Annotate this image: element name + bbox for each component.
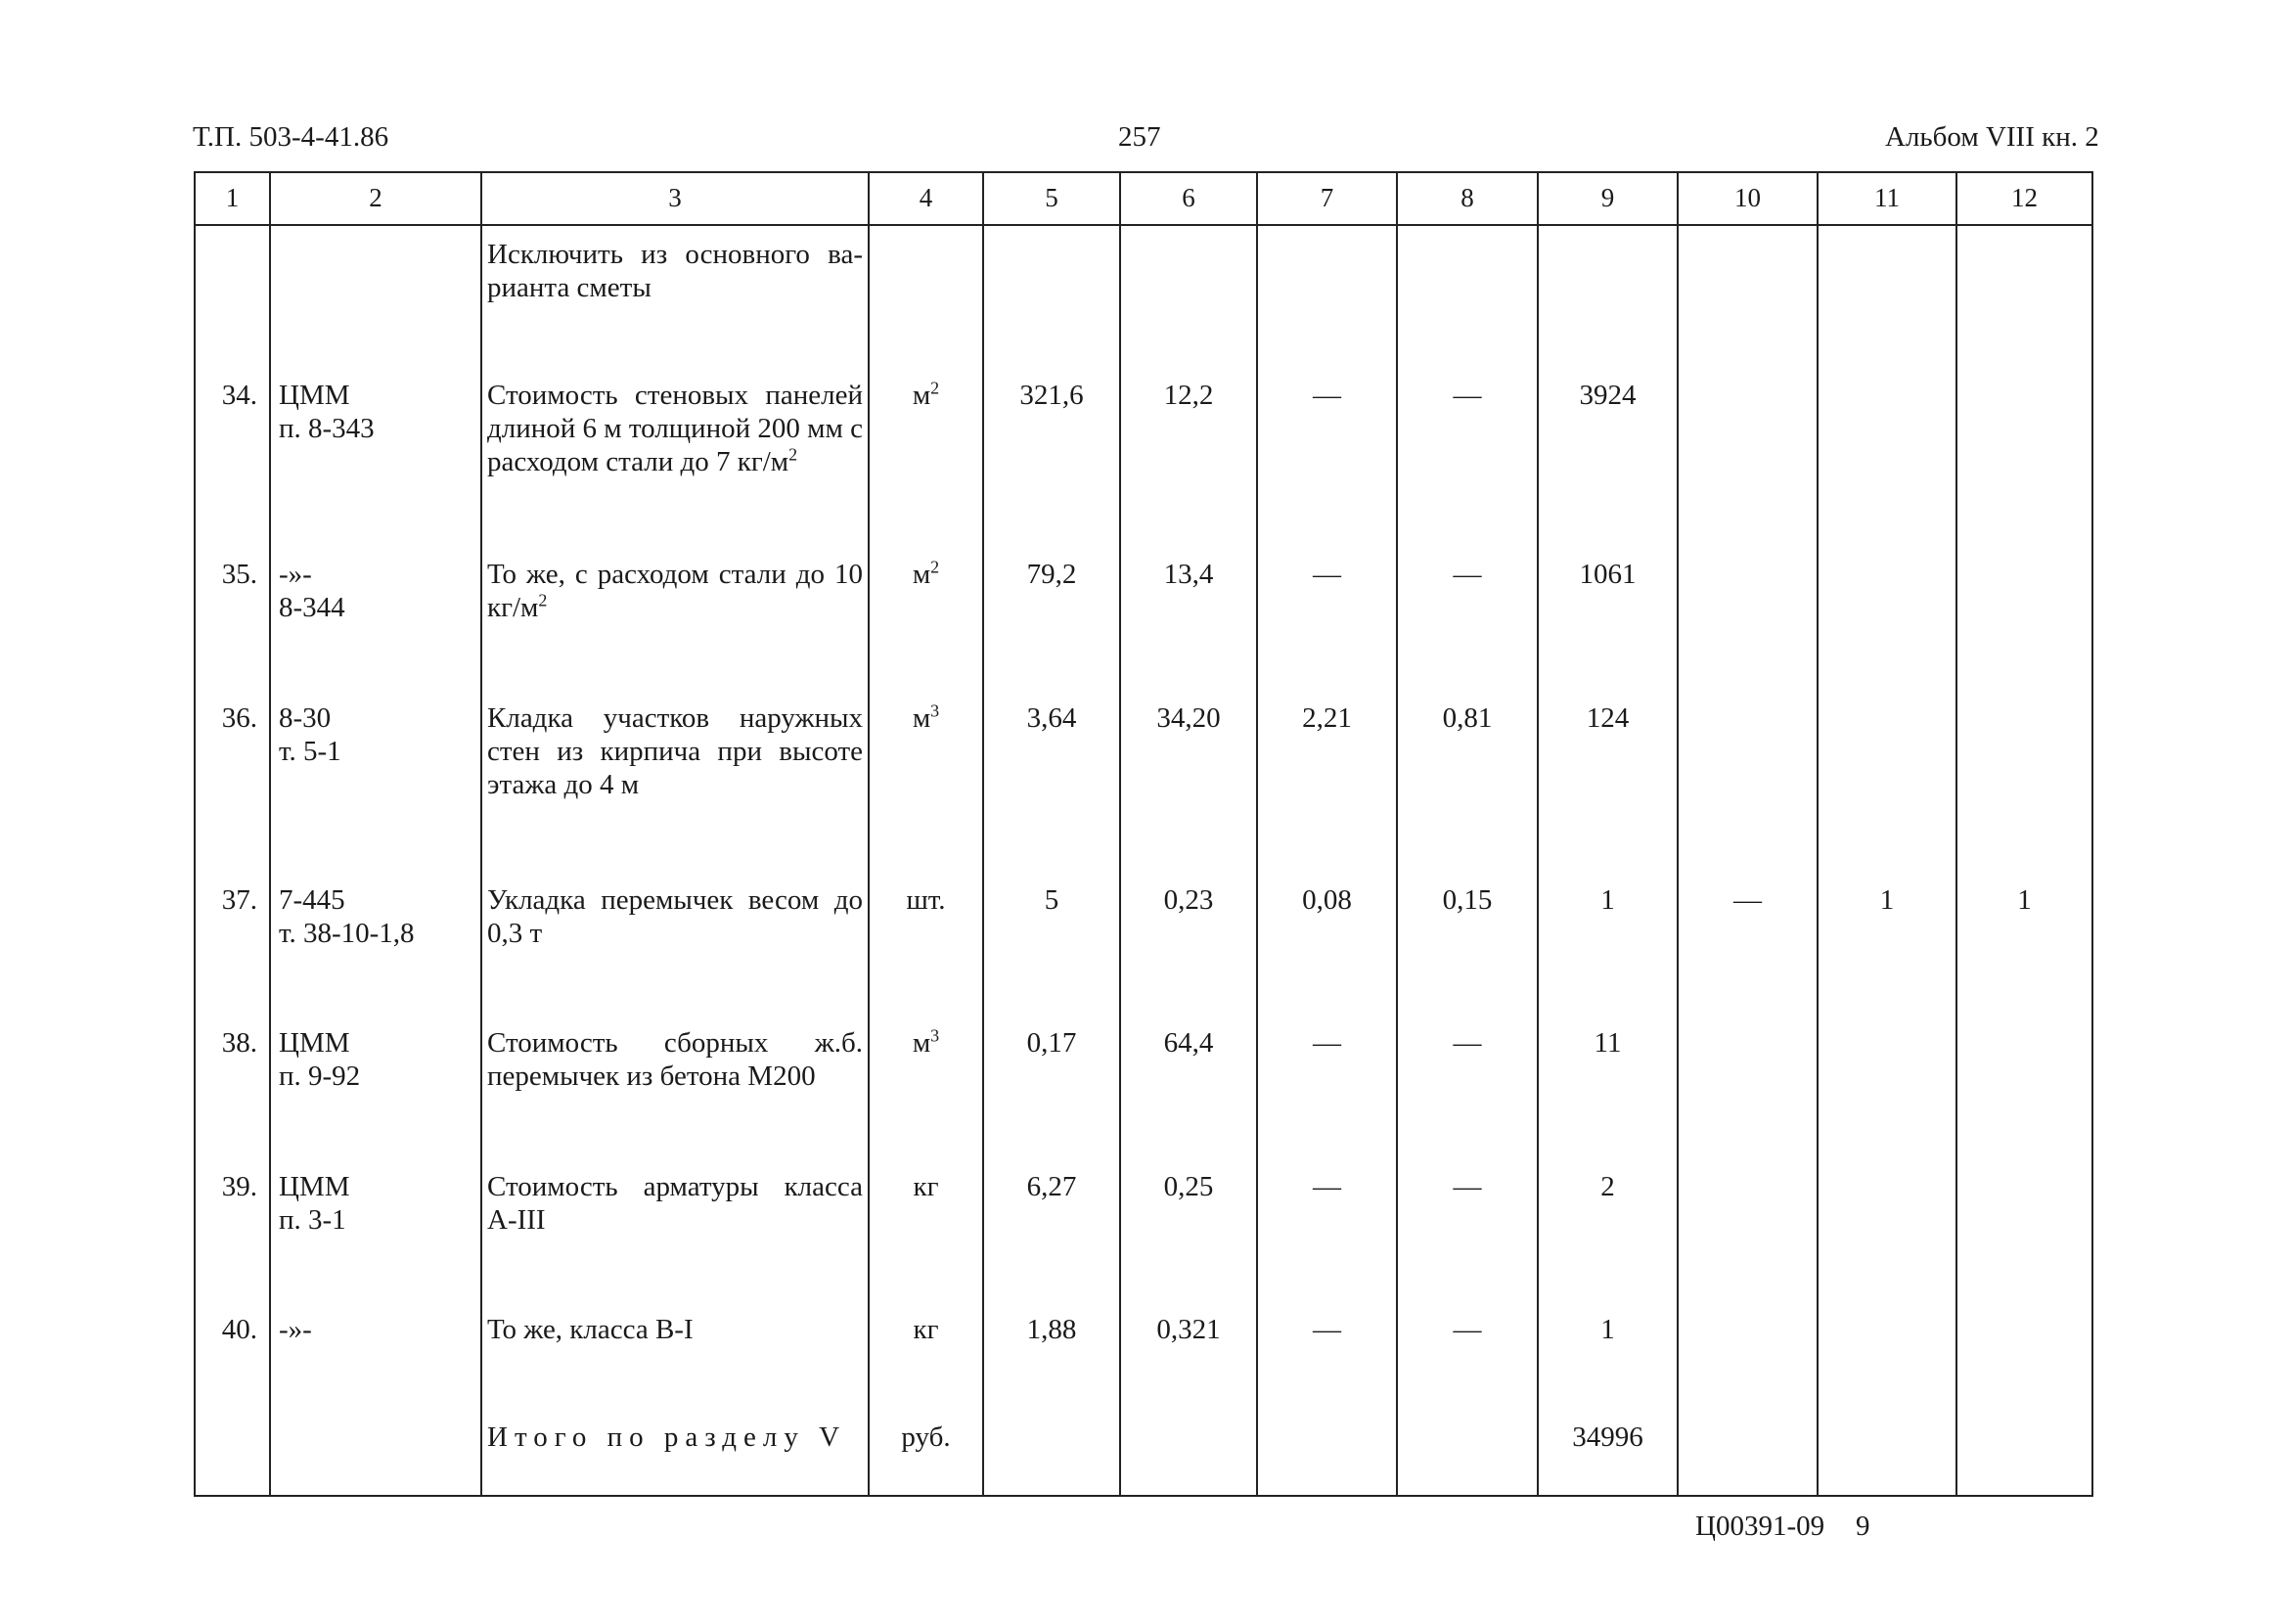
total-cost: 1: [1538, 878, 1678, 1021]
price-code: [270, 1020, 481, 1164]
col-7-value: —: [1257, 1020, 1397, 1164]
quantity: 5: [983, 878, 1120, 1021]
item-number: 40.: [195, 1307, 270, 1414]
quantity: 1,88: [983, 1307, 1120, 1414]
blank-filler-row: [195, 1488, 2092, 1496]
col-12-value: [1956, 373, 2092, 553]
price-code-line: ЦММ: [279, 379, 350, 411]
total-unit: руб.: [869, 1415, 983, 1488]
item-number: 34.: [195, 373, 270, 553]
col-12-value: 1: [1956, 878, 2092, 1021]
col-11-value: [1818, 696, 1956, 878]
col-7-value: —: [1257, 1164, 1397, 1308]
col-12-value: [1956, 1164, 2092, 1308]
unit: кг: [869, 1307, 983, 1414]
item-number: 39.: [195, 1164, 270, 1308]
price-code: [270, 696, 481, 878]
price-code: [270, 373, 481, 553]
column-header: 10: [1678, 172, 1818, 225]
column-header: 2: [270, 172, 481, 225]
col-11-value: [1818, 1307, 1956, 1414]
price-code-line: ЦММ: [279, 1027, 350, 1060]
price-code-line: 8-30: [279, 701, 332, 734]
col-10-value: [1678, 1020, 1818, 1164]
unit: шт.: [869, 878, 983, 1021]
intro-row: [195, 225, 2092, 373]
price-code-line: -»-: [279, 1314, 312, 1346]
table-row: [195, 1164, 2092, 1308]
item-number: 36.: [195, 696, 270, 878]
column-header: 7: [1257, 172, 1397, 225]
column-header: 12: [1956, 172, 2092, 225]
price-code-line: 7-445: [279, 883, 345, 916]
unit-price: 0,321: [1120, 1307, 1257, 1414]
col-8-value: —: [1397, 1307, 1538, 1414]
unit: $м^3$: [869, 1020, 983, 1164]
col-8-value: 0,15: [1397, 878, 1538, 1021]
total-cost: 1: [1538, 1307, 1678, 1414]
table-row: [195, 1020, 2092, 1164]
col-12-value: [1956, 1307, 2092, 1414]
album-reference: Альбом VIII кн. 2: [1885, 121, 2099, 153]
column-header: 9: [1538, 172, 1678, 225]
item-description: Стоимость арматуры класса А-III: [481, 1164, 869, 1308]
col-8-value: —: [1397, 373, 1538, 553]
price-code-line: 8-344: [279, 592, 345, 624]
col-12-value: [1956, 552, 2092, 696]
col-11-value: [1818, 373, 1956, 553]
col-7-value: —: [1257, 373, 1397, 553]
column-header: 11: [1818, 172, 1956, 225]
col-11-value: [1818, 552, 1956, 696]
col-7-value: —: [1257, 1307, 1397, 1414]
column-header: 1: [195, 172, 270, 225]
col-10-value: [1678, 552, 1818, 696]
col-8-value: 0,81: [1397, 696, 1538, 878]
price-code: [270, 552, 481, 696]
price-code: [270, 1307, 481, 1414]
quantity: 79,2: [983, 552, 1120, 696]
footer-sheet: 9: [1856, 1511, 1870, 1542]
item-description: То же, с расходом стали до 10 $кг/м^2$: [481, 552, 869, 696]
item-description: То же, класса В-I: [481, 1307, 869, 1414]
page-number: 257: [1118, 121, 1161, 153]
col-7-value: —: [1257, 552, 1397, 696]
column-header: 3: [481, 172, 869, 225]
col-11-value: [1818, 1020, 1956, 1164]
col-7-value: 2,21: [1257, 696, 1397, 878]
col-10-value: [1678, 1164, 1818, 1308]
col-7-value: 0,08: [1257, 878, 1397, 1021]
col-10-value: [1678, 696, 1818, 878]
price-code-line: ЦММ: [279, 1170, 350, 1202]
quantity: 6,27: [983, 1164, 1120, 1308]
price-code: [270, 878, 481, 1021]
price-code-line: т. 38-10-1,8: [279, 917, 415, 949]
unit: кг: [869, 1164, 983, 1308]
column-header: 6: [1120, 172, 1257, 225]
quantity: 321,6: [983, 373, 1120, 553]
col-12-value: [1956, 696, 2092, 878]
total-label: Итого по разделу V: [481, 1415, 869, 1488]
estimate-table: [194, 171, 2093, 1497]
table-row: [195, 878, 2092, 1021]
unit-price: 13,4: [1120, 552, 1257, 696]
quantity: 3,64: [983, 696, 1120, 878]
unit-price: 0,23: [1120, 878, 1257, 1021]
total-cost: 2: [1538, 1164, 1678, 1308]
col-12-value: [1956, 1020, 2092, 1164]
item-description: Стоимость стеновых панелей длиной 6 м толщиной 200 мм с расходом стали до 7 $кг/м^2$: [481, 373, 869, 553]
column-header: 5: [983, 172, 1120, 225]
column-header: 8: [1397, 172, 1538, 225]
column-number-row: [195, 172, 2092, 225]
unit-price: 0,25: [1120, 1164, 1257, 1308]
item-number: 37.: [195, 878, 270, 1021]
col-11-value: [1818, 1164, 1956, 1308]
table-row: [195, 373, 2092, 553]
unit-price: 34,20: [1120, 696, 1257, 878]
price-code: [270, 1164, 481, 1308]
col-10-value: [1678, 1307, 1818, 1414]
unit: $м^2$: [869, 552, 983, 696]
footer-code: Ц00391-09: [1695, 1511, 1825, 1542]
total-value: 34996: [1538, 1415, 1678, 1488]
price-code-line: п. 3-1: [279, 1203, 346, 1236]
item-description: Кладка участков наружных стен из кирпича при высоте этажа до 4 м: [481, 696, 869, 878]
price-code-line: п. 8-343: [279, 412, 375, 444]
total-cost: 124: [1538, 696, 1678, 878]
item-description: Укладка перемычек весом до 0,3 т: [481, 878, 869, 1021]
quantity: 0,17: [983, 1020, 1120, 1164]
col-10-value: [1678, 373, 1818, 553]
total-row: [195, 1415, 2092, 1488]
unit-price: 64,4: [1120, 1020, 1257, 1164]
total-cost: 1061: [1538, 552, 1678, 696]
total-cost: 3924: [1538, 373, 1678, 553]
price-code-line: -»-: [279, 559, 312, 591]
table-row: [195, 1307, 2092, 1414]
total-cost: 11: [1538, 1020, 1678, 1164]
table-row: [195, 552, 2092, 696]
table-row: [195, 696, 2092, 878]
unit-price: 12,2: [1120, 373, 1257, 553]
intro-text: Исключить из основного ва-рианта сметы: [481, 225, 869, 373]
item-description: Стоимость сборных ж.б. перемычек из бетона М200: [481, 1020, 869, 1164]
price-code-line: п. 9-92: [279, 1060, 361, 1093]
col-8-value: —: [1397, 1020, 1538, 1164]
col-8-value: —: [1397, 1164, 1538, 1308]
col-11-value: 1: [1818, 878, 1956, 1021]
unit: $м^2$: [869, 373, 983, 553]
item-number: 35.: [195, 552, 270, 696]
column-header: 4: [869, 172, 983, 225]
unit: $м^3$: [869, 696, 983, 878]
item-number: 38.: [195, 1020, 270, 1164]
col-10-value: —: [1678, 878, 1818, 1021]
document-code: Т.П. 503-4-41.86: [193, 121, 389, 153]
price-code-line: т. 5-1: [279, 735, 341, 767]
col-8-value: —: [1397, 552, 1538, 696]
